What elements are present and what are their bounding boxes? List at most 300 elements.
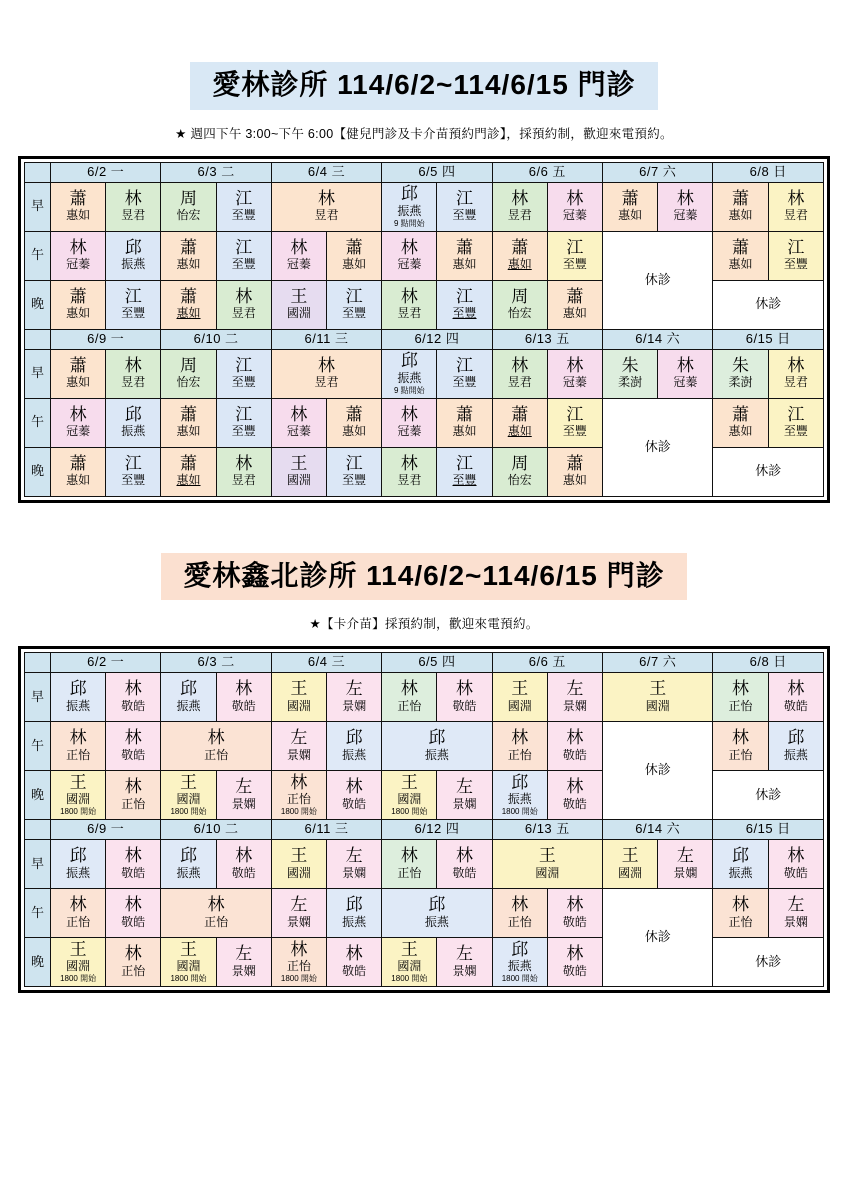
doctor-surname: 林 [124, 728, 142, 748]
doctor-surname: 林 [235, 453, 253, 473]
doctor-givenname: 惠如 [728, 424, 753, 439]
doctor-cell [713, 349, 768, 398]
doctor-givenname: 振燕 [66, 866, 91, 881]
doctor-givenname: 正怡 [397, 866, 422, 881]
day-header: 6/7 六 [603, 653, 713, 673]
doctor-surname: 左 [456, 777, 474, 797]
period-label: 晚 [25, 938, 51, 987]
doctor-surname: 王 [69, 772, 87, 792]
doctor-givenname: 國淵 [176, 792, 201, 807]
period-label: 早 [25, 349, 51, 398]
doctor-surname: 蕭 [180, 286, 197, 306]
doctor-givenname: 正怡 [728, 699, 753, 714]
doctor-givenname: 怡宏 [507, 306, 532, 321]
doctor-surname: 王 [400, 772, 418, 792]
doctor-givenname: 振燕 [397, 370, 422, 385]
doctor-cell [658, 349, 713, 398]
doctor-cell [382, 938, 437, 987]
period-label: 早 [25, 673, 51, 722]
doctor-cell [106, 938, 161, 987]
doctor-givenname: 敬皓 [452, 699, 477, 714]
day-header: 6/4 三 [271, 653, 381, 673]
doctor-surname: 江 [124, 286, 142, 306]
schedule-row [25, 182, 824, 231]
doctor-givenname: 昱君 [397, 306, 422, 321]
doctor-givenname: 至豐 [231, 257, 256, 272]
doctor-surname: 邱 [69, 846, 87, 866]
doctor-givenname: 正怡 [204, 915, 229, 930]
doctor-surname: 左 [345, 679, 363, 699]
corner-cell [25, 820, 51, 840]
day-header-row [25, 653, 824, 673]
doctor-givenname: 惠如 [176, 257, 201, 272]
doctor-givenname: 景嫻 [342, 699, 367, 714]
doctor-surname: 王 [290, 286, 308, 306]
doctor-cell [161, 447, 216, 496]
doctor-surname: 左 [235, 944, 253, 964]
doctor-cell [547, 889, 602, 938]
day-header: 6/6 五 [492, 162, 602, 182]
doctor-surname: 蕭 [180, 237, 197, 257]
doctor-givenname: 敬皓 [121, 866, 146, 881]
doctor-givenname: 冠蓁 [397, 424, 422, 439]
doctor-surname: 江 [235, 404, 253, 424]
doctor-surname: 蕭 [69, 453, 87, 473]
doctor-surname: 周 [180, 188, 197, 208]
doctor-cell [271, 673, 326, 722]
doctor-givenname: 振燕 [424, 915, 449, 930]
doctor-givenname: 正怡 [121, 964, 146, 979]
corner-cell [25, 162, 51, 182]
doctor-surname: 林 [318, 188, 336, 208]
doctor-cell [271, 349, 381, 398]
doctor-surname: 左 [290, 895, 308, 915]
doctor-surname: 蕭 [180, 453, 197, 473]
doctor-cell [492, 447, 547, 496]
day-header: 6/7 六 [603, 162, 713, 182]
doctor-givenname: 振燕 [342, 748, 367, 763]
rest-cell: 休診 [603, 722, 713, 820]
doctor-surname: 林 [400, 404, 418, 424]
doctor-surname: 周 [511, 453, 529, 473]
doctor-surname: 林 [124, 895, 142, 915]
cell-note: 1800 開始 [391, 974, 428, 984]
doctor-cell [51, 938, 106, 987]
doctor-cell [768, 840, 823, 889]
doctor-surname: 左 [456, 944, 474, 964]
doctor-cell [437, 398, 492, 447]
doctor-givenname: 敬皓 [783, 699, 808, 714]
doctor-surname: 林 [124, 944, 142, 964]
day-header: 6/3 二 [161, 653, 271, 673]
doctor-cell [547, 398, 602, 447]
doctor-surname: 林 [511, 728, 529, 748]
doctor-surname: 王 [290, 679, 308, 699]
doctor-cell [106, 771, 161, 820]
doctor-cell [713, 398, 768, 447]
doctor-cell [382, 722, 492, 771]
clinic2-schedule-frame [18, 646, 830, 993]
doctor-givenname: 至豐 [562, 424, 587, 439]
clinic1-schedule-table [24, 162, 824, 497]
doctor-cell [216, 840, 271, 889]
clinic1-title-wrap [0, 62, 848, 110]
cell-note: 9 點開始 [393, 218, 425, 228]
doctor-givenname: 正怡 [286, 792, 311, 807]
doctor-cell [437, 938, 492, 987]
day-header: 6/12 四 [382, 329, 492, 349]
doctor-givenname: 振燕 [66, 699, 91, 714]
doctor-givenname: 至豐 [231, 208, 256, 223]
day-header: 6/8 日 [713, 653, 824, 673]
doctor-cell [713, 182, 768, 231]
doctor-givenname: 至豐 [121, 306, 146, 321]
doctor-cell [437, 182, 492, 231]
doctor-givenname: 國淵 [535, 866, 560, 881]
doctor-givenname: 國淵 [618, 866, 643, 881]
doctor-givenname: 惠如 [728, 257, 753, 272]
doctor-givenname: 景嫻 [562, 699, 587, 714]
clinic2-schedule-table [24, 652, 824, 987]
day-header: 6/4 三 [271, 162, 381, 182]
doctor-givenname: 敬皓 [231, 699, 256, 714]
doctor-givenname: 正怡 [66, 748, 91, 763]
doctor-givenname: 惠如 [176, 306, 201, 321]
doctor-surname: 林 [69, 404, 87, 424]
doctor-givenname: 昱君 [507, 208, 532, 223]
doctor-surname: 林 [732, 895, 750, 915]
doctor-cell [271, 447, 326, 496]
doctor-cell [106, 280, 161, 329]
day-header: 6/13 五 [492, 329, 602, 349]
doctor-cell [492, 840, 602, 889]
doctor-surname: 江 [787, 404, 805, 424]
clinic2-note: ★【卡介苗】採預約制，歡迎來電預約。 [309, 617, 539, 632]
doctor-cell [216, 771, 271, 820]
schedule-row [25, 398, 824, 447]
doctor-cell [492, 280, 547, 329]
doctor-givenname: 昱君 [397, 473, 422, 488]
doctor-cell [437, 673, 492, 722]
doctor-surname: 林 [787, 355, 805, 375]
doctor-cell [492, 182, 547, 231]
doctor-surname: 林 [124, 777, 142, 797]
doctor-givenname: 至豐 [342, 306, 367, 321]
doctor-givenname: 冠蓁 [66, 257, 91, 272]
doctor-givenname: 至豐 [452, 306, 477, 321]
day-header-row [25, 820, 824, 840]
doctor-cell [106, 889, 161, 938]
doctor-surname: 林 [566, 188, 584, 208]
doctor-givenname: 昱君 [314, 375, 339, 390]
doctor-cell [51, 447, 106, 496]
doctor-givenname: 至豐 [231, 375, 256, 390]
doctor-givenname: 冠蓁 [286, 424, 311, 439]
day-header: 6/10 二 [161, 329, 271, 349]
doctor-surname: 邱 [345, 728, 363, 748]
doctor-cell [492, 771, 547, 820]
period-label: 晚 [25, 280, 51, 329]
doctor-givenname: 昱君 [783, 208, 808, 223]
doctor-surname: 蕭 [69, 188, 87, 208]
doctor-surname: 江 [345, 453, 363, 473]
doctor-cell [713, 889, 768, 938]
doctor-surname: 林 [400, 679, 418, 699]
doctor-givenname: 國淵 [397, 792, 422, 807]
cell-note: 1800 開始 [501, 974, 538, 984]
clinic2-title-wrap [0, 553, 848, 601]
doctor-surname: 林 [566, 944, 584, 964]
doctor-surname: 林 [400, 453, 418, 473]
doctor-cell [271, 280, 326, 329]
doctor-givenname: 國淵 [397, 959, 422, 974]
doctor-surname: 蕭 [566, 453, 584, 473]
doctor-cell [492, 722, 547, 771]
doctor-surname: 邱 [511, 772, 529, 792]
doctor-givenname: 景嫻 [452, 797, 477, 812]
doctor-givenname: 惠如 [176, 424, 201, 439]
cell-note: 1800 開始 [170, 974, 207, 984]
doctor-surname: 江 [787, 237, 805, 257]
doctor-cell [106, 398, 161, 447]
doctor-surname: 王 [69, 939, 87, 959]
doctor-surname: 周 [180, 355, 197, 375]
doctor-cell [327, 231, 382, 280]
doctor-cell [713, 673, 768, 722]
doctor-cell [161, 673, 216, 722]
doctor-givenname: 至豐 [783, 257, 808, 272]
day-header: 6/6 五 [492, 653, 602, 673]
doctor-surname: 江 [235, 188, 253, 208]
doctor-givenname: 冠蓁 [562, 375, 587, 390]
doctor-cell [51, 889, 106, 938]
doctor-surname: 邱 [180, 846, 197, 866]
doctor-cell [216, 673, 271, 722]
doctor-cell [437, 280, 492, 329]
corner-cell [25, 653, 51, 673]
day-header: 6/8 日 [713, 162, 824, 182]
doctor-cell [492, 398, 547, 447]
doctor-givenname: 敬皓 [562, 797, 587, 812]
doctor-givenname: 惠如 [562, 473, 587, 488]
doctor-surname: 林 [124, 355, 142, 375]
doctor-givenname: 敬皓 [562, 915, 587, 930]
doctor-givenname: 正怡 [507, 915, 532, 930]
doctor-surname: 蕭 [621, 188, 639, 208]
doctor-surname: 王 [290, 846, 308, 866]
doctor-cell [713, 231, 768, 280]
doctor-cell [603, 673, 713, 722]
doctor-cell [271, 722, 326, 771]
day-header-row [25, 162, 824, 182]
doctor-surname: 林 [511, 188, 529, 208]
doctor-surname: 蕭 [511, 237, 529, 257]
doctor-surname: 左 [676, 846, 694, 866]
doctor-surname: 邱 [345, 895, 363, 915]
doctor-surname: 江 [456, 453, 474, 473]
doctor-cell [51, 231, 106, 280]
doctor-givenname: 正怡 [121, 797, 146, 812]
doctor-cell [51, 722, 106, 771]
cell-note: 1800 開始 [60, 807, 97, 817]
doctor-givenname: 昱君 [121, 208, 146, 223]
doctor-givenname: 敬皓 [342, 797, 367, 812]
doctor-givenname: 正怡 [728, 748, 753, 763]
doctor-surname: 蕭 [69, 355, 87, 375]
day-header: 6/9 一 [51, 820, 161, 840]
doctor-surname: 邱 [511, 939, 529, 959]
doctor-cell [51, 673, 106, 722]
doctor-surname: 林 [290, 772, 308, 792]
doctor-givenname: 振燕 [728, 866, 753, 881]
doctor-givenname: 景嫻 [673, 866, 698, 881]
doctor-surname: 王 [400, 939, 418, 959]
doctor-cell [713, 840, 768, 889]
doctor-cell [327, 280, 382, 329]
doctor-givenname: 敬皓 [562, 964, 587, 979]
doctor-surname: 林 [290, 939, 308, 959]
doctor-surname: 邱 [732, 846, 750, 866]
doctor-surname: 朱 [621, 355, 639, 375]
doctor-givenname: 惠如 [66, 473, 91, 488]
doctor-cell [51, 349, 106, 398]
doctor-cell [382, 349, 437, 398]
doctor-cell [216, 280, 271, 329]
doctor-cell [382, 182, 437, 231]
doctor-cell [216, 182, 271, 231]
doctor-givenname: 振燕 [121, 257, 146, 272]
doctor-cell [658, 182, 713, 231]
doctor-givenname: 冠蓁 [562, 208, 587, 223]
doctor-surname: 江 [456, 286, 474, 306]
doctor-givenname: 國淵 [645, 699, 670, 714]
doctor-cell [382, 771, 437, 820]
doctor-givenname: 怡宏 [507, 473, 532, 488]
doctor-givenname: 振燕 [397, 203, 422, 218]
doctor-cell [492, 938, 547, 987]
doctor-cell [658, 840, 713, 889]
doctor-surname: 林 [676, 188, 694, 208]
doctor-cell [161, 889, 271, 938]
doctor-givenname: 振燕 [176, 866, 201, 881]
doctor-surname: 林 [732, 679, 750, 699]
doctor-givenname: 惠如 [618, 208, 643, 223]
doctor-surname: 王 [180, 772, 197, 792]
doctor-surname: 王 [290, 453, 308, 473]
doctor-cell [51, 771, 106, 820]
doctor-givenname: 至豐 [452, 473, 477, 488]
doctor-cell [161, 398, 216, 447]
doctor-surname: 周 [511, 286, 529, 306]
doctor-surname: 林 [400, 846, 418, 866]
period-label: 午 [25, 889, 51, 938]
day-header-row [25, 329, 824, 349]
doctor-cell [382, 889, 492, 938]
doctor-surname: 王 [511, 679, 529, 699]
doctor-cell [437, 231, 492, 280]
doctor-givenname: 國淵 [286, 866, 311, 881]
doctor-givenname: 敬皓 [121, 915, 146, 930]
doctor-givenname: 國淵 [66, 959, 91, 974]
doctor-cell [161, 349, 216, 398]
doctor-cell [161, 231, 216, 280]
doctor-surname: 蕭 [566, 286, 584, 306]
doctor-cell [161, 722, 271, 771]
day-header: 6/11 三 [271, 329, 381, 349]
schedule-row [25, 349, 824, 398]
doctor-givenname: 敬皓 [231, 866, 256, 881]
doctor-cell [768, 673, 823, 722]
doctor-cell [106, 722, 161, 771]
doctor-givenname: 景嫻 [231, 964, 256, 979]
doctor-cell [327, 889, 382, 938]
doctor-givenname: 敬皓 [342, 964, 367, 979]
doctor-cell [161, 840, 216, 889]
doctor-givenname: 柔澍 [728, 375, 753, 390]
doctor-givenname: 惠如 [66, 208, 91, 223]
doctor-cell [216, 231, 271, 280]
doctor-surname: 林 [456, 846, 474, 866]
doctor-surname: 江 [566, 237, 584, 257]
doctor-surname: 邱 [400, 350, 418, 370]
doctor-givenname: 景嫻 [286, 915, 311, 930]
doctor-cell [271, 938, 326, 987]
doctor-surname: 王 [180, 939, 197, 959]
day-header: 6/15 日 [713, 329, 824, 349]
doctor-cell [216, 349, 271, 398]
doctor-cell [603, 840, 658, 889]
doctor-givenname: 正怡 [507, 748, 532, 763]
doctor-surname: 林 [511, 895, 529, 915]
doctor-cell [106, 840, 161, 889]
doctor-surname: 林 [400, 286, 418, 306]
doctor-givenname: 至豐 [121, 473, 146, 488]
doctor-surname: 林 [235, 286, 253, 306]
doctor-cell [216, 447, 271, 496]
doctor-cell [603, 349, 658, 398]
day-header: 6/5 四 [382, 162, 492, 182]
doctor-surname: 林 [69, 237, 87, 257]
doctor-surname: 蕭 [732, 188, 750, 208]
doctor-surname: 林 [566, 777, 584, 797]
period-label: 早 [25, 840, 51, 889]
doctor-givenname: 冠蓁 [286, 257, 311, 272]
doctor-surname: 邱 [180, 679, 197, 699]
doctor-givenname: 敬皓 [783, 866, 808, 881]
doctor-cell [713, 722, 768, 771]
doctor-surname: 林 [235, 679, 253, 699]
doctor-surname: 朱 [732, 355, 750, 375]
period-label: 午 [25, 231, 51, 280]
rest-cell: 休診 [713, 938, 824, 987]
doctor-givenname: 至豐 [562, 257, 587, 272]
doctor-cell [271, 231, 326, 280]
doctor-givenname: 振燕 [507, 959, 532, 974]
rest-cell: 休診 [713, 771, 824, 820]
doctor-surname: 林 [290, 237, 308, 257]
doctor-cell [51, 280, 106, 329]
doctor-givenname: 正怡 [286, 959, 311, 974]
cell-note: 1800 開始 [280, 974, 317, 984]
doctor-surname: 林 [318, 355, 336, 375]
doctor-givenname: 冠蓁 [673, 208, 698, 223]
day-header: 6/3 二 [161, 162, 271, 182]
doctor-cell [327, 840, 382, 889]
doctor-givenname: 正怡 [397, 699, 422, 714]
doctor-surname: 蕭 [180, 404, 197, 424]
doctor-surname: 蕭 [456, 404, 474, 424]
day-header: 6/13 五 [492, 820, 602, 840]
